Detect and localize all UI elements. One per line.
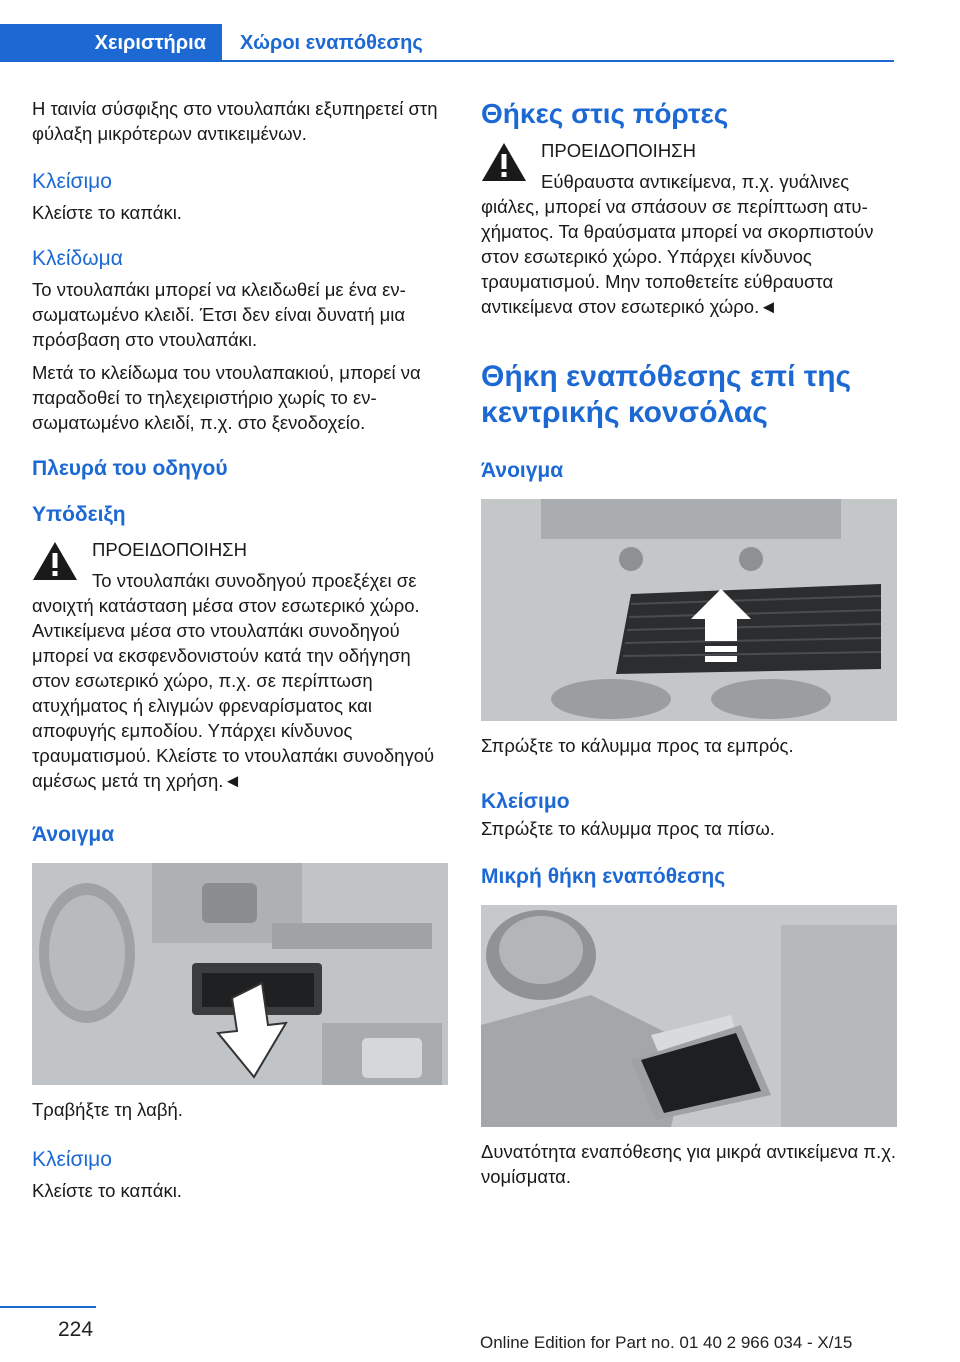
note-heading: Υπόδειξη <box>32 503 126 526</box>
edition-text: Online Edition for Part no. 01 40 2 966 034 - X/15 <box>480 1333 853 1352</box>
closing-text-2: Κλείστε το καπάκι. <box>32 1180 182 1201</box>
warning-triangle-icon <box>32 541 78 581</box>
footer-divider <box>0 1306 96 1308</box>
opening-heading: Άνοιγμα <box>32 823 115 846</box>
left-column <box>32 96 448 1211</box>
warning-body: Το ντουλαπάκι συνοδηγού προεξέχει σε ανοιχτή κατάσταση μέσα στον εσωτερικό χώρο. Αντικείμενα μέσα στο ντουλαπάκι συνοδηγού μπορεί να εκσφενδονιστούν κατά την οδήγηση στον εσωτερικό χώρο, π.χ. σε περίπτωση ατυχήματος ή ελιγμών φρεναρίσματος και αποφυγής εμποδίου. Υπάρχει κίνδυνος τραυματισμού. Κλείστε το ντουλαπάκι συνοδηγού αμέσως μετά τη χρήση.◄ <box>32 570 435 791</box>
closing-heading: Κλείσιμο <box>32 170 112 193</box>
intro-text: Η ταινία σύσφιξης στο ντουλαπάκι εξυπηρετεί στη φύλαξη μικρότερων αντικειμένων. <box>32 98 438 144</box>
door-warning-body: Εύθραυστα αντικείμενα, π.χ. γυάλινες φιάλες, μπορεί να σπάσουν σε περίπτωση ατυχήματος. Τα θραύσματα μπορεί να σκορπιστούν στον εσωτερικό χώρο. Υπάρχει κίνδυνος τραυματισμού. Μην τοποθετείτε εύθραυστα αντικείμενα στον εσωτερικό χώρο.◄ <box>481 171 874 317</box>
door-warning-block <box>481 138 897 319</box>
door-warning-title: ΠΡΟΕΙΔΟΠΟΙΗΣΗ <box>541 140 696 161</box>
closing-text: Κλείστε το καπάκι. <box>32 202 182 223</box>
console-closing-heading: Κλείσιμο <box>481 790 570 813</box>
console-opening-caption: Σπρώξτε το κάλυμμα προς τα εμπρός. <box>481 735 794 756</box>
console-cover-photo <box>481 499 897 721</box>
locking-text-1: Το ντουλαπάκι μπορεί να κλειδωθεί με ένα ενσωματωμένο κλειδί. Έτσι δεν είναι δυνατή μια πρόσβαση στο ντουλαπάκι. <box>32 279 406 350</box>
header-divider <box>222 60 894 62</box>
small-compartment-photo <box>481 905 897 1127</box>
page-number: 224 <box>58 1318 94 1341</box>
glovebox-handle-photo <box>32 863 448 1085</box>
locking-heading: Κλείδωμα <box>32 247 123 270</box>
warning-block <box>32 537 448 793</box>
page-header <box>0 0 960 62</box>
door-pockets-heading: Θήκες στις πόρτες <box>481 98 729 129</box>
console-opening-heading: Άνοιγμα <box>481 459 564 482</box>
tab-storage-compartments[interactable]: Χώροι εναπόθεσης <box>240 31 423 54</box>
driver-side-heading: Πλευρά του οδηγού <box>32 457 228 480</box>
locking-text-2: Μετά το κλείδωμα του ντουλαπακιού, μπορεί να παραδοθεί το τηλεχειριστήριο χωρίς το ενσωματωμένο κλειδί, π.χ. στο ξενοδοχείο. <box>32 362 421 433</box>
small-compartment-caption: Δυνατότητα εναπόθεσης για μικρά αντικείμενα π.χ. νομίσματα. <box>481 1141 897 1187</box>
console-compartment-heading: Θήκη εναπόθεσης επί της κεντρικής κονσόλας <box>481 360 852 429</box>
tab-controls[interactable]: Χειριστήρια <box>0 24 222 62</box>
console-closing-text: Σπρώξτε το κάλυμμα προς τα πίσω. <box>481 818 775 839</box>
warning-title: ΠΡΟΕΙΔΟΠΟΙΗΣΗ <box>92 539 247 560</box>
small-compartment-heading: Μικρή θήκη εναπόθεσης <box>481 865 726 888</box>
opening-caption: Τραβήξτε τη λαβή. <box>32 1099 183 1120</box>
closing-heading-2: Κλείσιμο <box>32 1148 112 1171</box>
right-column <box>481 96 897 1197</box>
warning-triangle-icon <box>481 142 527 182</box>
